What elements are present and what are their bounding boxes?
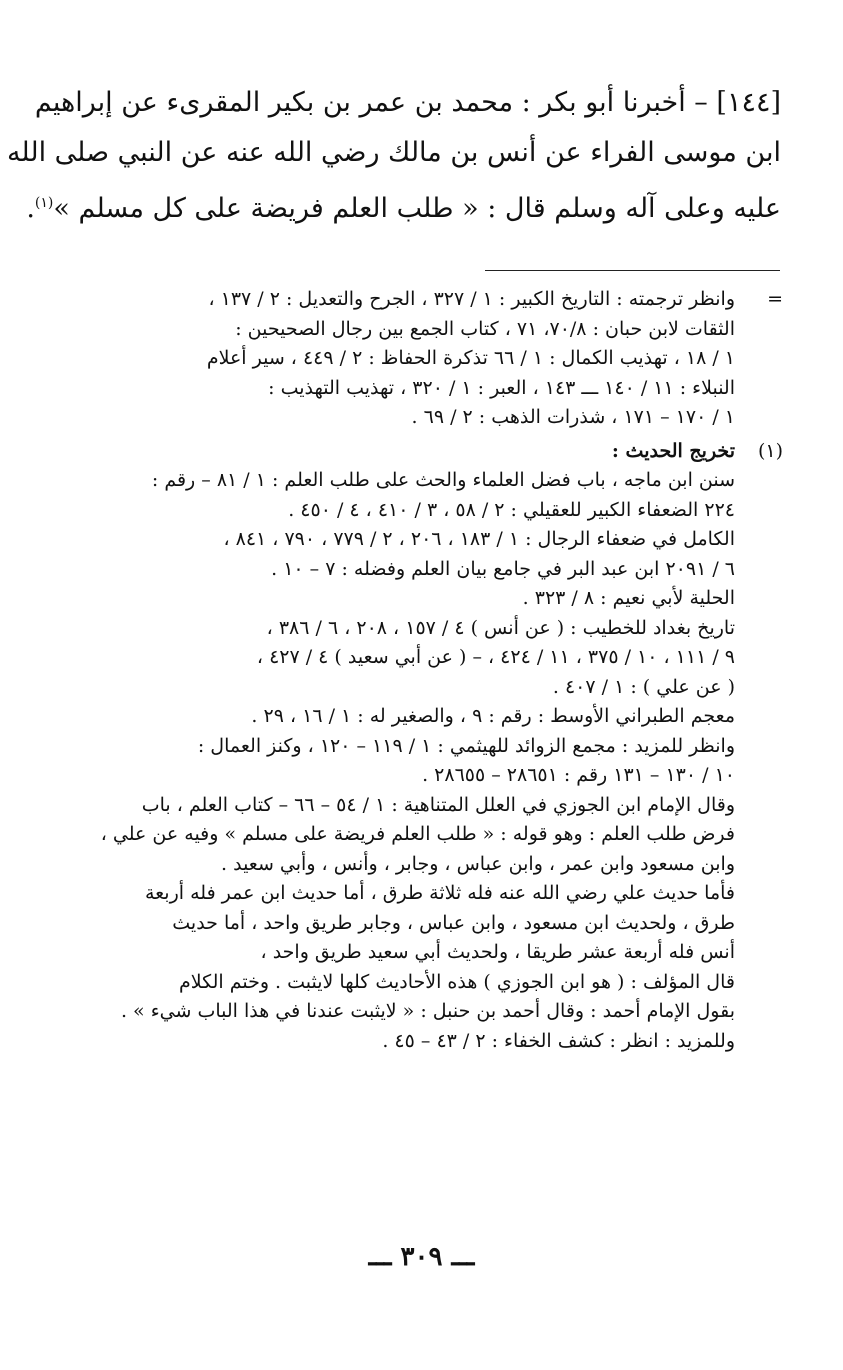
end-period: . (26, 193, 35, 224)
footnote-1-mark: (١) (757, 439, 783, 462)
footnote-line: ٢٢٤ الضعفاء الكبير للعقيلي : ٢ / ٥٨ ، ٣ / ٤١٠ ، ٤ / ٤٥٠ . (288, 498, 735, 521)
footnote-reference: (١) (34, 195, 54, 211)
footnote-line: وللمزيد : انظر : كشف الخفاء : ٢ / ٤٣ – ٤٥ . (382, 1029, 735, 1052)
footnote-line: فأما حديث علي رضي الله عنه فله ثلاثة طرق ، أما حديث ابن عمر فله أربعة (144, 882, 735, 904)
hadith-line: [١٤٤] – أخبرنا أبو بكر : محمد بن عمر بن بكير المقرىء عن إبراهيم (34, 87, 781, 118)
footnote-continuation (72, 285, 783, 433)
footnote-line: ١ / ١٨ ، تهذيب الكمال : ١ / ٦٦ تذكرة الحفاظ : ٢ / ٤٤٩ ، سير أعلام (206, 347, 735, 369)
footnote-line: النبلاء : ١١ / ١٤٠ ـــ ١٤٣ ، العبر : ١ / ٣٢٠ ، تهذيب التهذيب : (268, 376, 735, 399)
footnote-line: طرق ، ولحديث ابن مسعود ، وابن عباس ، وجابر طريق واحد ، أما حديث (172, 911, 735, 934)
footnote-line: ١ / ١٧٠ – ١٧١ ، شذرات الذهب : ٢ / ٦٩ . (411, 406, 735, 428)
footnote-separator (485, 270, 780, 271)
footnote-line: وقال الإمام ابن الجوزي في العلل المتناهية : ١ / ٥٤ – ٦٦ – كتاب العلم ، باب (141, 793, 735, 816)
footnotes (72, 285, 783, 1056)
footnote-line: الحلية لأبي نعيم : ٨ / ٣٢٣ . (522, 587, 735, 609)
footnote-line: ٦ / ٢٠٩١ ابن عبد البر في جامع بيان العلم وفضله : ٧ – ١٠ . (271, 557, 735, 580)
footnote-line: وابن مسعود وابن عمر ، وابن عباس ، وجابر ، وأنس ، وأبي سعيد . (221, 852, 735, 875)
footnote-line: ٩ / ١١١ ، ١٠ / ٣٧٥ ، ١١ / ٤٢٤ ، – ( عن أبي سعيد ) ٤ / ٤٢٧ ، (256, 646, 735, 668)
hadith-line: ابن موسى الفراء عن أنس بن مالك رضي الله عنه عن النبي صلى الله (6, 137, 781, 168)
footnote-line: سنن ابن ماجه ، باب فضل العلماء والحث على طلب العلم : ١ / ٨١ – رقم : (151, 469, 735, 491)
footnote-line: الكامل في ضعفاء الرجال : ١ / ١٨٣ ، ٢٠٦ ، ٢ / ٧٧٩ ، ٧٩٠ ، ٨٤١ ، (223, 528, 735, 550)
footnote-line: وانظر للمزيد : مجمع الزوائد للهيثمي : ١ / ١١٩ – ١٢٠ ، وكنز العمال : (197, 734, 735, 757)
footnote-line: تاريخ بغداد للخطيب : ( عن أنس ) ٤ / ١٥٧ ، ٢٠٨ ، ٦ / ٣٨٦ ، (266, 616, 735, 639)
footnote-line: وانظر ترجمته : التاريخ الكبير : ١ / ٣٢٧ ، الجرح والتعديل : ٢ / ١٣٧ ، (208, 288, 735, 310)
footnote-line: معجم الطبراني الأوسط : رقم : ٩ ، والصغير له : ١ / ١٦ ، ٢٩ . (251, 705, 735, 727)
footnote-heading: تخريج الحديث : (611, 439, 735, 462)
footnote-1-body (72, 437, 735, 1057)
footnote-line: فرض طلب العلم : وهو قوله : « طلب العلم فريضة على مسلم » وفيه عن علي ، (100, 823, 735, 845)
footnote-1 (72, 437, 783, 1057)
page-number: ـــ ٣٠٩ ـــ (368, 1242, 475, 1272)
footnote-line: ١٠ / ١٣٠ – ١٣١ رقم : ٢٨٦٥١ – ٢٨٦٥٥ . (422, 764, 735, 786)
continuation-body (72, 285, 735, 433)
hadith-line-text: عليه وعلى آله وسلم قال : « طلب العلم فريضة على كل مسلم » (53, 193, 781, 224)
footnote-1-lines (72, 466, 735, 1056)
footnote-line: قال المؤلف : ( هو ابن الجوزي ) هذه الأحاديث كلها لايثبت . وختم الكلام (179, 970, 735, 993)
footnote-line: بقول الإمام أحمد : وقال أحمد بن حنبل : « لايثبت عندنا في هذا الباب شيء » . (120, 1000, 735, 1022)
footnote-line: ( عن علي ) : ١ / ٤٠٧ . (552, 675, 735, 698)
footnote-line: الثقات لابن حبان : ٧٠/٨، ٧١ ، كتاب الجمع بين رجال الصحيحين : (235, 317, 735, 340)
footnote-line: أنس فله أربعة عشر طريقا ، ولحديث أبي سعيد طريق واحد ، (260, 941, 735, 963)
hadith-text (6, 78, 781, 234)
continuation-mark: = (767, 288, 783, 310)
hadith-line-last (26, 178, 781, 234)
